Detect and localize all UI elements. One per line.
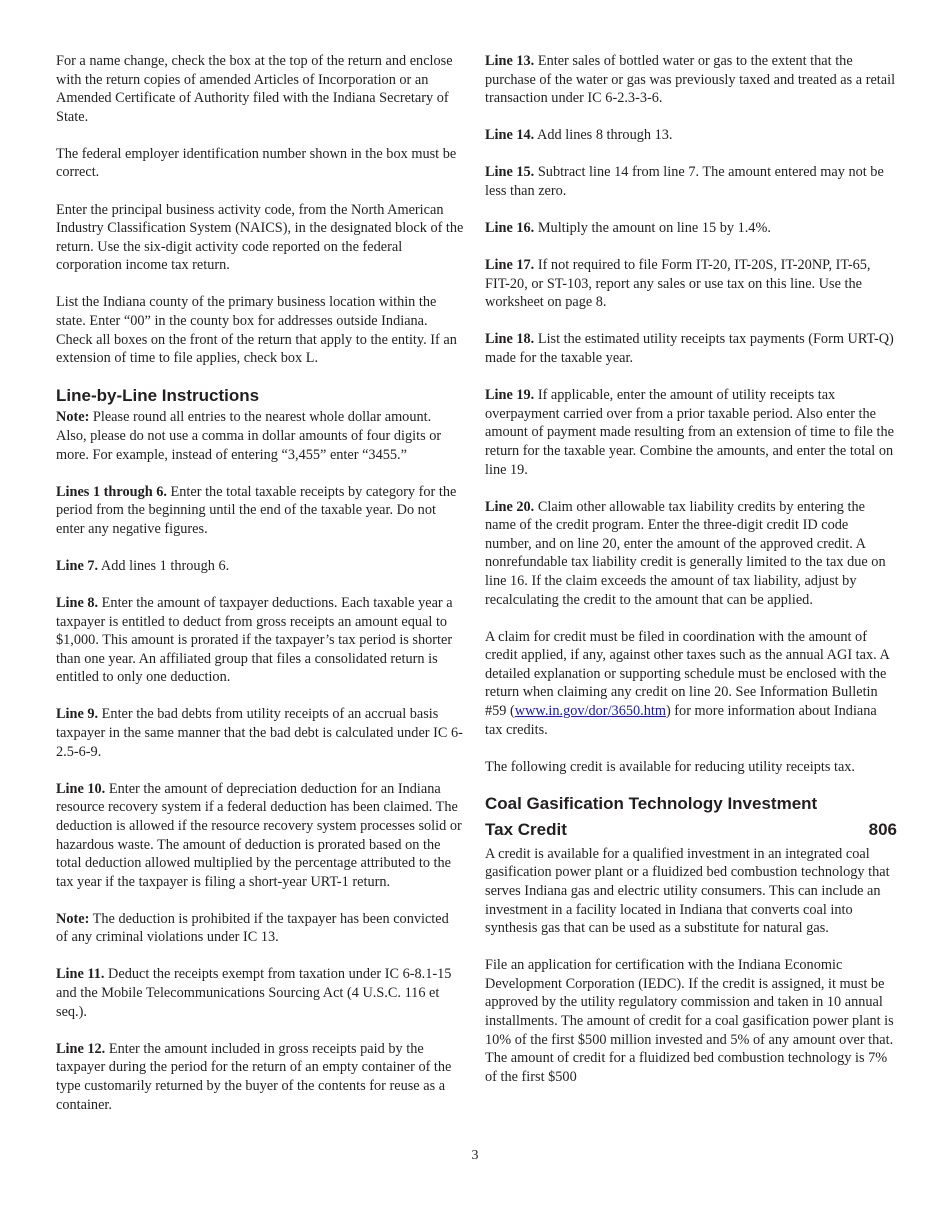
line-label: Line 12.: [56, 1040, 106, 1057]
line-13-instruction: [485, 52, 897, 108]
line-19-instruction: [485, 386, 897, 479]
line-label: Line 20.: [485, 498, 535, 515]
line-17-instruction: [485, 256, 897, 312]
line-label: Line 18.: [485, 331, 535, 348]
note-label: Note:: [56, 409, 90, 426]
line-label: Line 16.: [485, 220, 535, 237]
line-text: Add lines 1 through 6.: [98, 557, 230, 574]
credit-code: 806: [868, 819, 897, 839]
line-text: If not required to file Form IT-20, IT-20S, IT-20NP, IT-65, FIT-20, or ST-103, report any sales or use tax on this line. Use the worksheet on page 8.: [485, 257, 871, 311]
line-14-instruction: [485, 126, 897, 145]
section-heading-line-by-line: Line-by-Line Instructions: [56, 386, 260, 406]
note-text: The deduction is prohibited if the taxpayer has been convicted of any criminal violations under IC 13.: [56, 910, 449, 946]
available-credit-paragraph: The following credit is available for reducing utility receipts tax.: [485, 758, 856, 775]
claim-text-end: ) for more information about Indiana tax credits.: [485, 703, 877, 738]
line-label: Line 8.: [56, 594, 99, 611]
line-18-instruction: [485, 330, 897, 367]
line-text: Deduct the receipts exempt from taxation under IC 6-8.1-15 and the Mobile Telecommunications Sourcing Act (4 U.S.C. 116 et seq.).: [56, 966, 452, 1020]
line-label: Line 9.: [56, 706, 99, 723]
line-text: If applicable, enter the amount of utility receipts tax overpayment carried over from a prior taxable period. Also enter the amount of payment made resulting from an extension of time to file the return for the taxable year. Combine the amounts, and enter the total on line 19.: [485, 387, 894, 478]
info-bulletin-link[interactable]: www.in.gov/dor/3650.htm: [514, 703, 666, 720]
line-label: Line 19.: [485, 387, 535, 404]
line-label: Line 14.: [485, 127, 535, 144]
line-text: Enter the total taxable receipts by category for the period from the beginning until the end of the taxable year. Do not enter any negative figures.: [56, 483, 457, 537]
page-number: 3: [471, 1148, 479, 1163]
claim-text: A claim for credit must be filed in coordination with the amount of credit applied, if any, against other taxes such as the annual AGI tax. A detailed explanation or supporting schedule must be enclosed with the return when claiming any credit on line 20. See Information Bulletin #59 (: [485, 628, 890, 720]
line-label: Lines 1 through 6.: [56, 483, 167, 500]
credit-heading: [485, 791, 897, 843]
line-10-instruction: [56, 780, 464, 892]
line-text: Enter the amount of taxpayer deductions. Each taxable year a taxpayer is entitled to deduct from gross receipts an amount equal to $1,000. This amount is prorated if the taxpayer’s tax period is shorter than one year. An affiliated group that files a consolidated return is entitled to only one deduction.: [56, 594, 453, 686]
credit-heading-line-2: [485, 817, 897, 843]
line-text: Enter sales of bottled water or gas to the extent that the purchase of the water or gas was previously taxed and treated as a retail transaction under IC 6-2.3-3-6.: [485, 53, 896, 107]
line-text: Multiply the amount on line 15 by 1.4%.: [534, 220, 771, 237]
line-text: Enter the bad debts from utility receipts of an accrual basis taxpayer in the same manner that the bad debt is calculated under IC 6-2.5-6-9.: [56, 706, 463, 760]
line-label: Line 11.: [56, 966, 105, 983]
line-text: Claim other allowable tax liability credits by entering the name of the credit program. Enter the three-digit credit ID code number, and on line 20, enter the amount of the approved credit. A nonrefundable tax liability credit is generally limited to the tax due on line 16. If the claim exceeds the amount of tax liability, adjust by recalculating the credit to the amount that can be applied.: [485, 498, 886, 608]
county-paragraph: List the Indiana county of the primary business location within the state. Enter “00” in the county box for addresses outside Indiana. Check all boxes on the front of the return that apply to the entity. If an extension of time to file applies, check box L.: [56, 294, 457, 367]
line-15-instruction: [485, 163, 897, 200]
line-label: Line 13.: [485, 53, 535, 69]
line-label: Line 7.: [56, 557, 99, 574]
credit-heading-line-1: Coal Gasification Technology Investment: [485, 793, 818, 813]
right-column: [485, 52, 897, 1086]
name-change-paragraph: For a name change, check the box at the top of the return and enclose with the return copies of amended Articles of Incorporation or an Amended Certificate of Authority filed with the Indiana Secretary of State.: [56, 53, 453, 125]
line-label: Line 10.: [56, 780, 106, 797]
line-16-instruction: [485, 219, 897, 238]
note-text: Please round all entries to the nearest whole dollar amount. Also, please do not use a comma in dollar amounts of four digits or more. For example, instead of entering “3,455” enter “3455.”: [56, 409, 442, 463]
line-7-instruction: [56, 557, 464, 576]
left-column: [56, 52, 464, 1114]
line-label: Line 15.: [485, 164, 535, 181]
note-label: Note:: [56, 910, 90, 927]
line-12-instruction: [56, 1040, 464, 1114]
credit-application-paragraph: File an application for certification with the Indiana Economic Development Corporation (IEDC). If the credit is assigned, it must be approved by the utility regulatory commission and taken in 10 annual installments. The amount of credit for a coal gasification power plant is 10% of the first $500 million invested and 5% of any amount over that. The amount of credit for a fluidized bed combustion technology is 7% of the first $500: [485, 957, 894, 1085]
line-20-instruction: [485, 498, 897, 610]
line-text: Subtract line 14 from line 7. The amount entered may not be less than zero.: [485, 164, 884, 199]
line-8-instruction: [56, 594, 464, 687]
lines-1-6-instruction: [56, 483, 464, 539]
rounding-note: [56, 408, 464, 464]
deduction-note: [56, 910, 464, 947]
line-text: Add lines 8 through 13.: [534, 127, 673, 144]
credit-claim-paragraph: [485, 628, 897, 740]
credit-heading-title: Tax Credit: [485, 819, 567, 839]
line-text: List the estimated utility receipts tax payments (Form URT-Q) made for the taxable year.: [485, 331, 894, 367]
credit-description-paragraph: A credit is available for a qualified investment in an integrated coal gasification power plant or a fluidized bed combustion technology that serves Indiana gas and electric utility consumers. This can include an investment in a facility located in Indiana that converts coal into synthesis gas that can be used as a substitute for natural gas.: [485, 845, 890, 937]
line-text: Enter the amount of depreciation deduction for an Indiana resource recovery system if a federal deduction has been claimed. The deduction is allowed if the resource recovery system processes solid or hazardous waste. The amount of deduction is prorated based on the total deduction allowed multiplied by the percentage attributed to the tax year if the taxpayer is filing a short-year URT-1 return.: [56, 780, 462, 890]
line-text: Enter the amount included in gross receipts paid by the taxpayer during the period for the return of an empty container of the type customarily returned by the buyer of the contents for reuse as a container.: [56, 1040, 452, 1113]
naics-paragraph: Enter the principal business activity code, from the North American Industry Classification System (NAICS), in the designated block of the return. Use the six-digit activity code reported on the federal corporation income tax return.: [56, 201, 464, 274]
line-11-instruction: [56, 965, 464, 1021]
line-label: Line 17.: [485, 257, 535, 274]
line-9-instruction: [56, 705, 464, 761]
fein-paragraph: The federal employer identification number shown in the box must be correct.: [56, 145, 457, 181]
